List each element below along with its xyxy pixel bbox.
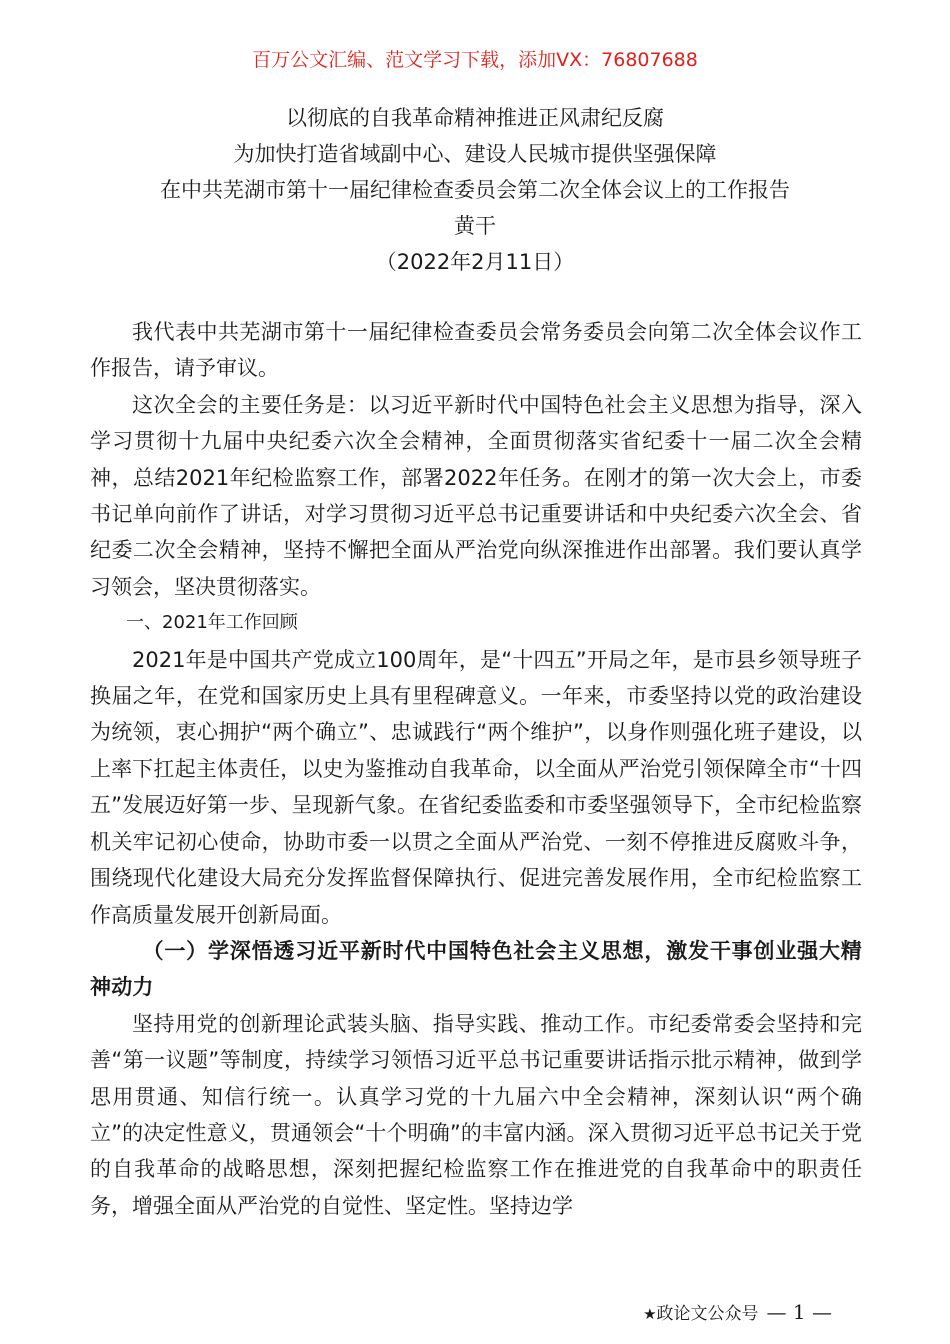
- subheading-1: （一）学深悟透习近平新时代中国特色社会主义思想，激发干事创业强大精神动力: [90, 938, 862, 1000]
- paragraph-intro: 我代表中共芜湖市第十一届纪律检查委员会常务委员会向第二次全体会议作工作报告，请予审议。: [90, 320, 862, 381]
- title-line-3: 在中共芜湖市第十一届纪律检查委员会第二次全体会议上的工作报告: [160, 178, 790, 202]
- paragraph-theory-study: 坚持用党的创新理论武装头脑、指导实践、推动工作。市纪委常委会坚持和完善“第一议题”等制度，持续学习领悟习近平总书记重要讲话指示批示精神，做到学思用贯通、知信行统一。认真学习党的十九届六中全会精神，深刻认识“两个确立”的决定性意义，贯通领会“十个明确”的丰富内涵。深入贯彻习近平总书记关于党的自我革命的战略思想，深刻把握纪检监察工作在推进党的自我革命中的职责任务，增强全面从严治党的自觉性、坚定性。坚持边学: [90, 1011, 862, 1218]
- page-footer: [643, 1300, 832, 1326]
- paragraph-main-tasks: 这次全会的主要任务是：以习近平新时代中国特色社会主义思想为指导，深入学习贯彻十九届中央纪委六次全会精神，全面贯彻落实省纪委十一届二次全会精神，总结2021年纪检监察工作，部署2022年任务。在刚才的第一次大会上，市委书记单向前作了讲话，对学习贯彻习近平总书记重要讲话和中央纪委六次全会、省纪委二次全会精神，坚持不懈把全面从严治党向纵深推进作出部署。我们要认真学习领会，坚决贯彻落实。: [90, 392, 862, 599]
- title-line-2: 为加快打造省域副中心、建设人民城市提供坚强保障: [233, 142, 717, 166]
- section-heading-review: 一、2021年工作回顾: [126, 612, 298, 634]
- footer-source: 政论文公众号: [656, 1304, 759, 1324]
- title-line-1: 以彻底的自我革命精神推进正风肃纪反腐: [286, 106, 664, 130]
- paragraph-2021-summary: 2021年是中国共产党成立100周年，是“十四五”开局之年，是市县乡领导班子换届之年，在党和国家历史上具有里程碑意义。一年来，市委坚持以党的政治建设为统领，衷心拥护“两个确立”、忠诚践行“两个维护”，以身作则强化班子建设，以上率下扛起主体责任，以史为鉴推动自我革命，以全面从严治党引领保障全市“十四五”发展迈好第一步、呈现新气象。在省纪委监委和市委坚强领导下，全市纪检监察机关牢记初心使命，协助市委一以贯之全面从严治党、一刻不停推进反腐败斗争，围绕现代化建设大局充分发挥监督保障执行、促进完善发展作用，全市纪检监察工作高质量发展开创新局面。: [90, 647, 862, 927]
- watermark-banner: 百万公文汇编、范文学习下载，添加VX：76807688: [252, 49, 698, 71]
- report-body: [90, 314, 862, 1224]
- star-icon: ★: [643, 1305, 657, 1323]
- report-date: （2022年2月11日）: [375, 250, 575, 274]
- page-number: — 1 —: [766, 1300, 832, 1324]
- title-block: [0, 100, 950, 280]
- author: 黄干: [454, 214, 496, 238]
